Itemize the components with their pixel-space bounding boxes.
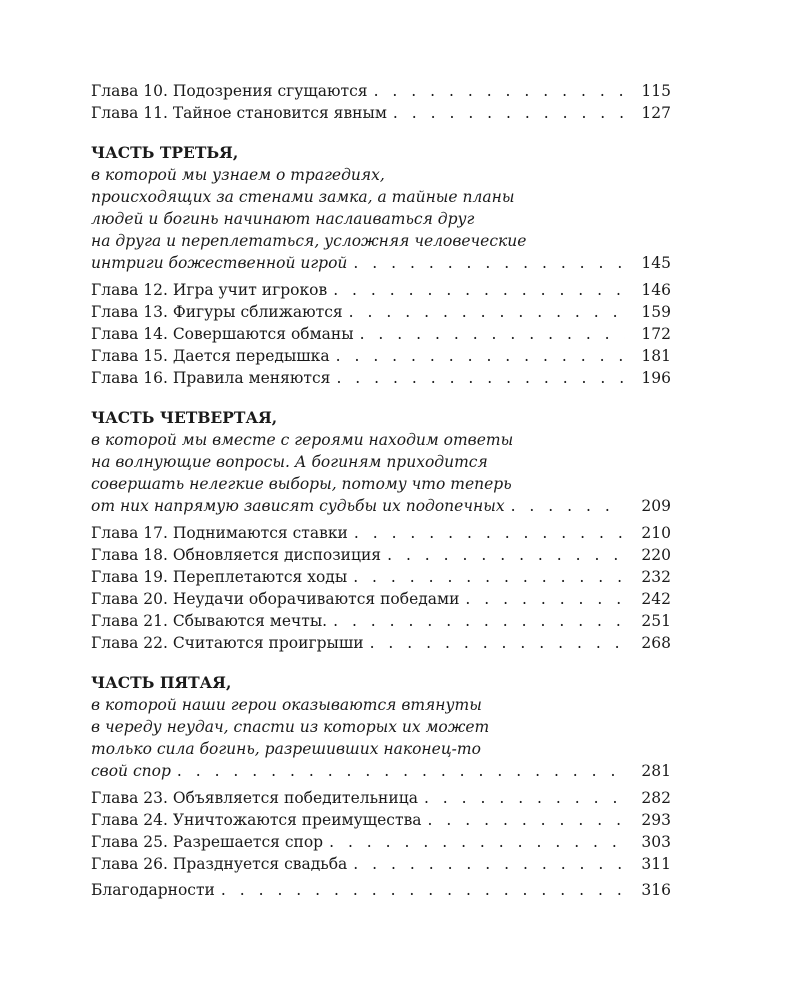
toc-entry-title: Глава 21. Сбываются мечты.: [91, 612, 328, 630]
toc-entry-chapter-14[interactable]: [91, 323, 671, 345]
toc-entry-title: от них напрямую зависят судьбы их подопечных: [91, 497, 505, 515]
toc-entry-page: 146: [641, 281, 671, 299]
dot-leader: [370, 632, 625, 654]
toc-entry-page: 251: [641, 612, 671, 630]
toc-entry-page: 282: [641, 789, 671, 807]
toc-entry-page: 220: [641, 546, 671, 564]
table-of-contents: [91, 80, 671, 901]
part-four-description-line: совершать нелегкие выборы, потому что теперь: [91, 475, 512, 493]
toc-entry-title: Глава 18. Обновляется диспозиция: [91, 546, 382, 564]
toc-entry-part-three[interactable]: [91, 252, 671, 274]
toc-entry-title: Глава 15. Дается передышка: [91, 347, 330, 365]
dot-leader: [374, 80, 625, 102]
toc-entry-title: Благодарности: [91, 881, 215, 899]
toc-entry-page: 311: [641, 855, 671, 873]
toc-entry-page: 159: [641, 303, 671, 321]
dot-leader: [428, 809, 625, 831]
toc-entry-page: 281: [641, 762, 671, 780]
dot-leader: [221, 879, 625, 901]
toc-entry-part-four[interactable]: [91, 495, 671, 517]
toc-entry-title: Глава 25. Разрешается спор: [91, 833, 324, 851]
dot-leader: [336, 345, 625, 367]
dot-leader: [360, 323, 625, 345]
toc-entry-title: Глава 19. Переплетаются ходы: [91, 568, 348, 586]
toc-entry-title: Глава 13. Фигуры сближаются: [91, 303, 343, 321]
toc-entry-page: 268: [641, 634, 671, 652]
dot-leader: [387, 544, 625, 566]
toc-entry-title: Глава 12. Игра учит игроков: [91, 281, 328, 299]
toc-entry-title: Глава 14. Совершаются обманы: [91, 325, 354, 343]
toc-entry-acknowledgements[interactable]: [91, 879, 671, 901]
toc-entry-title: свой спор: [91, 762, 171, 780]
toc-entry-chapter-10[interactable]: [91, 80, 671, 102]
toc-entry-page: 145: [641, 254, 671, 272]
toc-entry-page: 293: [641, 811, 671, 829]
toc-entry-chapter-24[interactable]: [91, 809, 671, 831]
toc-entry-title: Глава 17. Поднимаются ставки: [91, 524, 348, 542]
toc-entry-page: 303: [641, 833, 671, 851]
toc-entry-page: 209: [641, 497, 671, 515]
toc-entry-chapter-13[interactable]: [91, 301, 671, 323]
toc-entry-chapter-19[interactable]: [91, 566, 671, 588]
dot-leader: [424, 787, 625, 809]
toc-entry-page: 316: [641, 881, 671, 899]
toc-entry-page: 196: [641, 369, 671, 387]
toc-entry-page: 172: [641, 325, 671, 343]
dot-leader: [333, 279, 625, 301]
dot-leader: [353, 853, 625, 875]
dot-leader: [336, 367, 625, 389]
part-three-description-line: в которой мы узнаем о трагедиях,: [91, 166, 385, 184]
toc-entry-title: Глава 16. Правила меняются: [91, 369, 331, 387]
part-five-heading: ЧАСТЬ ПЯТАЯ,: [91, 673, 232, 692]
part-three-description-line: на друга и переплетаться, усложняя человеческие: [91, 232, 527, 250]
dot-leader: [353, 252, 625, 274]
dot-leader: [511, 495, 625, 517]
toc-entry-title: Глава 22. Считаются проигрыши: [91, 634, 364, 652]
toc-entry-chapter-15[interactable]: [91, 345, 671, 367]
part-five-description-line: в череду неудач, спасти из которых их может: [91, 718, 490, 736]
dot-leader: [329, 831, 625, 853]
toc-entry-chapter-23[interactable]: [91, 787, 671, 809]
dot-leader: [353, 566, 625, 588]
toc-entry-title: Глава 10. Подозрения сгущаются: [91, 82, 368, 100]
toc-entry-chapter-17[interactable]: [91, 522, 671, 544]
toc-entry-chapter-20[interactable]: [91, 588, 671, 610]
toc-entry-chapter-25[interactable]: [91, 831, 671, 853]
part-five-description-line: в которой наши герои оказываются втянуты: [91, 696, 482, 714]
toc-entry-chapter-26[interactable]: [91, 853, 671, 875]
toc-entry-chapter-16[interactable]: [91, 367, 671, 389]
toc-entry-chapter-18[interactable]: [91, 544, 671, 566]
dot-leader: [393, 102, 625, 124]
part-three-heading: ЧАСТЬ ТРЕТЬЯ,: [91, 143, 239, 162]
toc-entry-chapter-12[interactable]: [91, 279, 671, 301]
part-four-description-line: в которой мы вместе с героями находим ответы: [91, 431, 514, 449]
toc-entry-title: Глава 24. Уничтожаются преимущества: [91, 811, 422, 829]
toc-entry-title: Глава 26. Празднуется свадьба: [91, 855, 348, 873]
toc-entry-title: Глава 20. Неудачи оборачиваются победами: [91, 590, 460, 608]
dot-leader: [349, 301, 625, 323]
part-three-description-line: происходящих за стенами замка, а тайные планы: [91, 188, 515, 206]
toc-entry-page: 210: [641, 524, 671, 542]
part-four-heading: ЧАСТЬ ЧЕТВЕРТАЯ,: [91, 408, 278, 427]
toc-entry-chapter-22[interactable]: [91, 632, 671, 654]
dot-leader: [177, 760, 625, 782]
dot-leader: [465, 588, 625, 610]
toc-entry-part-five[interactable]: [91, 760, 671, 782]
part-three-description-line: людей и богинь начинают наслаиваться друг: [91, 210, 475, 228]
toc-entry-page: 127: [641, 104, 671, 122]
part-four-description-line: на волнующие вопросы. А богиням приходится: [91, 453, 488, 471]
toc-entry-page: 242: [641, 590, 671, 608]
dot-leader: [354, 522, 625, 544]
part-five-description-line: только сила богинь, разрешивших наконец-то: [91, 740, 481, 758]
toc-entry-page: 181: [641, 347, 671, 365]
toc-entry-title: Глава 11. Тайное становится явным: [91, 104, 387, 122]
toc-entry-chapter-11[interactable]: [91, 102, 671, 124]
toc-entry-page: 232: [641, 568, 671, 586]
toc-entry-chapter-21[interactable]: [91, 610, 671, 632]
toc-entry-title: интриги божественной игрой: [91, 254, 348, 272]
toc-entry-page: 115: [641, 82, 671, 100]
dot-leader: [333, 610, 625, 632]
toc-entry-title: Глава 23. Объявляется победительница: [91, 789, 418, 807]
